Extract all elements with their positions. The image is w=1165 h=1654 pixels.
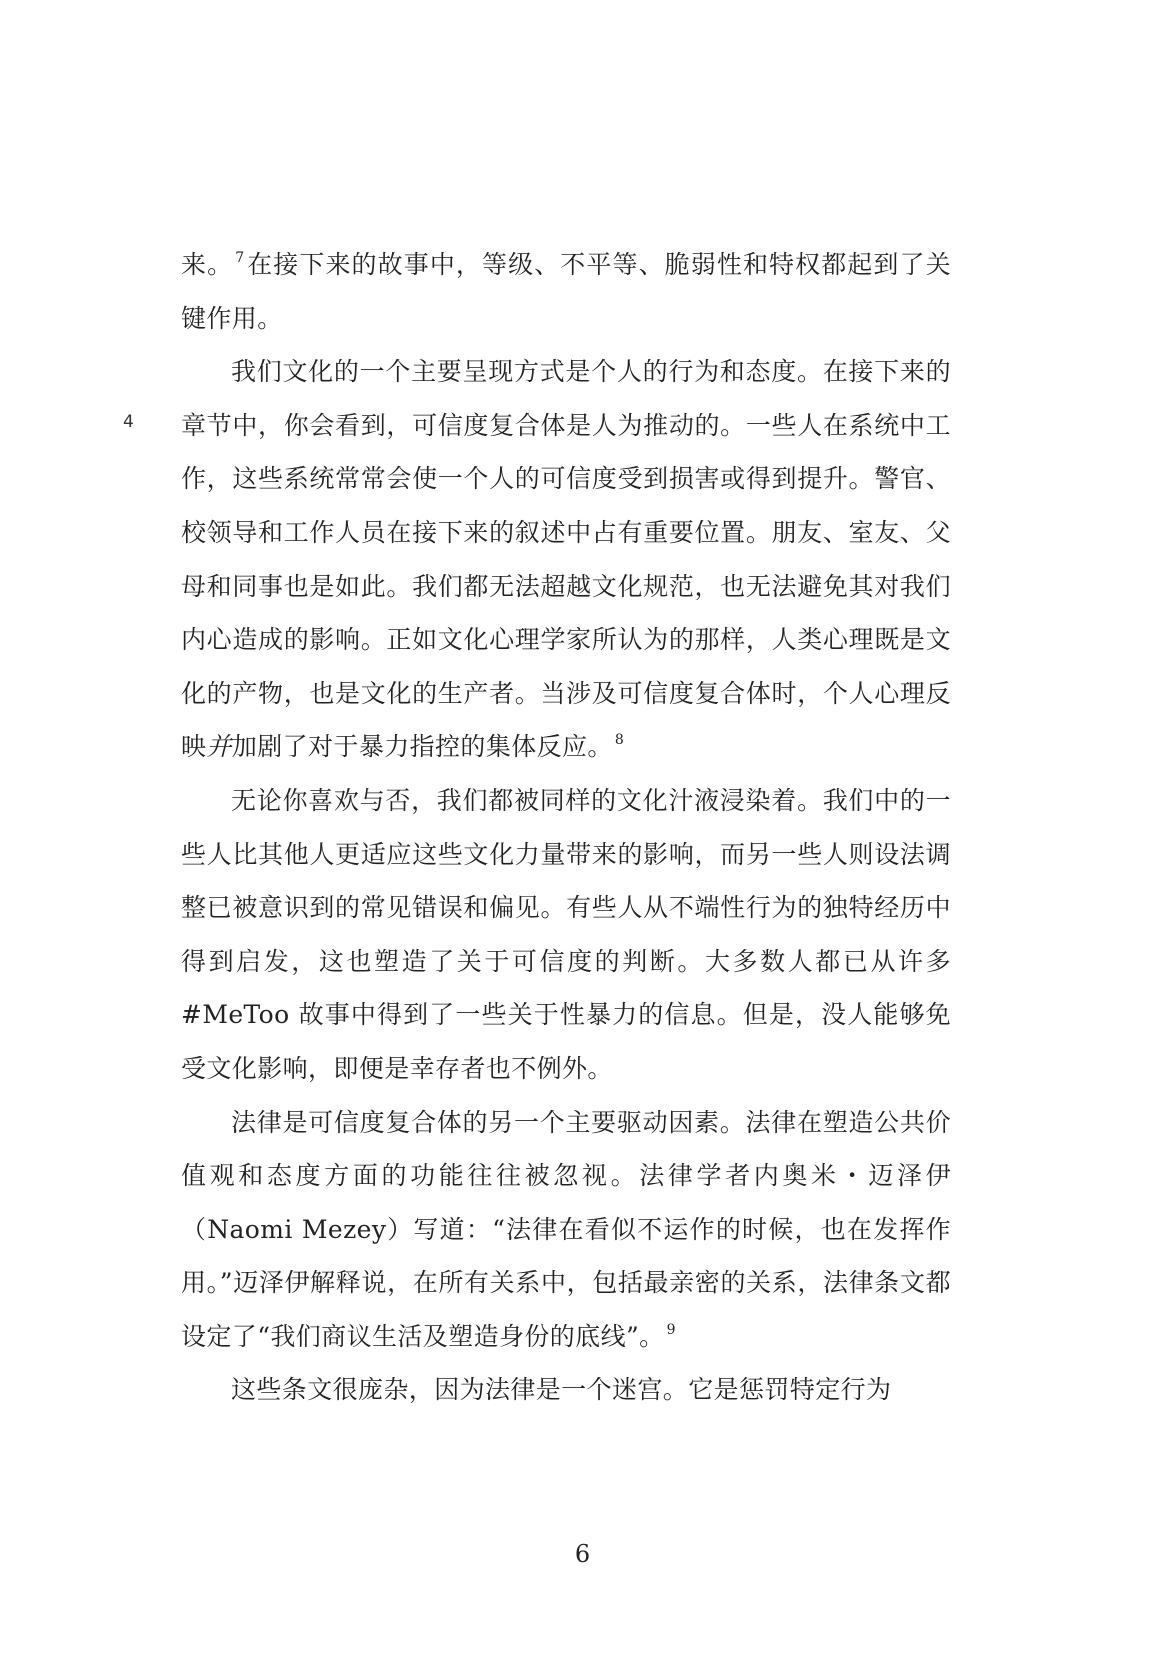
paragraph bbox=[181, 1096, 951, 1364]
paragraph-text: 在接下来的故事中，等级、不平等、脆弱性和特权都起到了关键作用。 bbox=[181, 250, 951, 333]
paragraph-text: 我们文化的一个主要呈现方式是个人的行为和态度。在接下来的章节中，你会看到，可信度复合体是人为推动的。一些人在系统中工作，这些系统常常会使一个人的可信度受到损害或得到提升。警官、校领导和工作人员在接下来的叙述中占有重要位置。朋友、室友、父母和同事也是如此。我们都无法超越文化规范，也无法避免其对我们内心造成的影响。正如文化心理学家所认为的那样，人类心理既是文化的产物，也是文化的生产者。当涉及可信度复合体时，个人心理反映 bbox=[181, 357, 951, 762]
margin-page-marker: 4 bbox=[123, 412, 134, 432]
footnote-marker: 9 bbox=[666, 1321, 676, 1338]
footnote-marker: 7 bbox=[235, 250, 245, 266]
page-number: 6 bbox=[574, 1540, 591, 1568]
paragraph bbox=[181, 345, 951, 774]
paragraph-text: 加剧了对于暴力指控的集体反应。 bbox=[231, 732, 613, 762]
paragraph-text: 无论你喜欢与否，我们都被同样的文化汁液浸染着。我们中的一些人比其他人更适应这些文化力量带来的影响，而另一些人则设法调整已被意识到的常见错误和偏见。有些人从不端性行为的独特经历中得到启发，这也塑造了关于可信度的判断。大多数人都已从许多 #MeToo 故事中得到了一些关于性暴力的信息。但是，没人能够免受文化影响，即便是幸存者也不例外。 bbox=[181, 785, 951, 1083]
emphasis-text: 并 bbox=[206, 732, 232, 762]
footnote-marker: 8 bbox=[614, 732, 625, 749]
paragraph-text: 来。 bbox=[181, 250, 234, 279]
body-text bbox=[181, 238, 951, 1417]
paragraph bbox=[181, 1363, 951, 1417]
paragraph bbox=[181, 774, 951, 1096]
paragraph-text: 法律是可信度复合体的另一个主要驱动因素。法律在塑造公共价值观和态度方面的功能往往被忽视。法律学者内奥米・迈泽伊（Naomi Mezey）写道：“法律在看似不运作的时候，也在发挥作用。”迈泽伊解释说，在所有关系中，包括最亲密的关系，法律条文都设定了“我们商议生活及塑造身份的底线”。 bbox=[181, 1107, 951, 1351]
paragraph bbox=[181, 238, 951, 345]
paragraph-text: 这些条文很庞杂，因为法律是一个迷宫。它是惩罚特定行为 bbox=[231, 1375, 892, 1405]
